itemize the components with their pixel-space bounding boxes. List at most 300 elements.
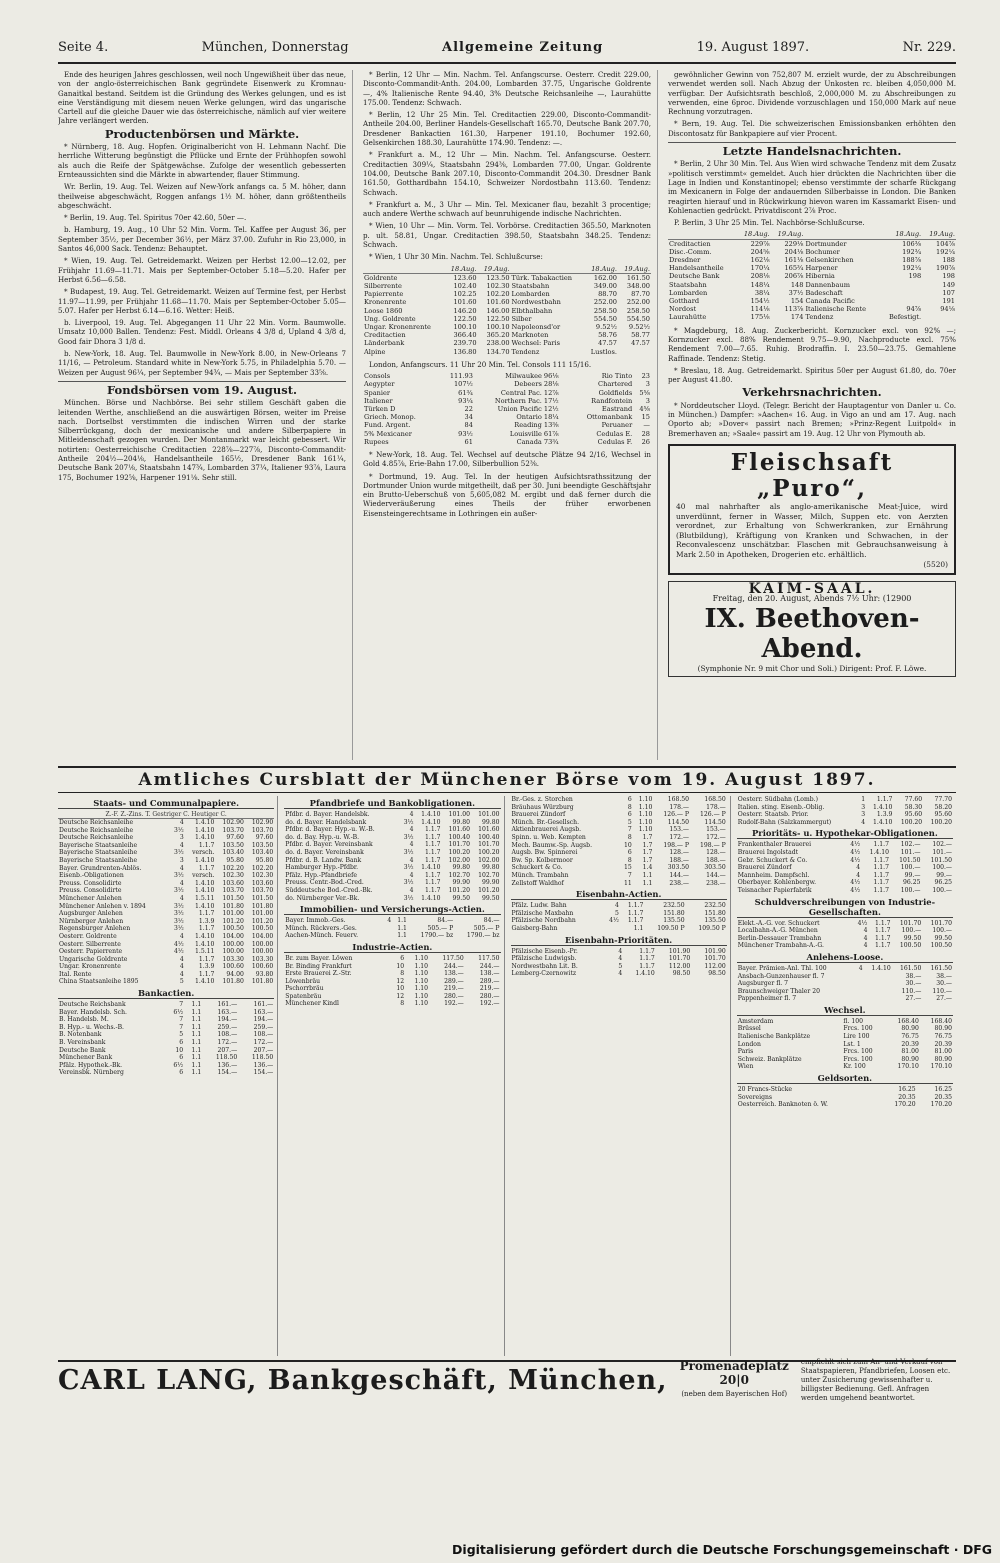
table-cell: Ontario [516,413,542,422]
table-cell: 101.20 [251,917,274,925]
table-cell: 1.4.10 [195,819,215,826]
table-cell: 4⅝ [639,404,650,413]
table-cell: Gotthard [669,297,700,306]
table-row [284,872,500,880]
table-cell: 161.— [253,1001,274,1009]
table-cell: Reading [514,421,542,430]
table-cell: 1.10 [414,1000,429,1008]
table-cell: 4½ [173,948,184,956]
table-cell: 100.00 [251,948,274,956]
table-cell: 1.5.11 [195,894,215,902]
report-frankfurt-open: * Frankfurt a. M., 12 Uhr — Min. Nachm. Tel. Anfangscurse. Oesterr. Creditactien 309¼, Staatsbahn 294⅜, Lombarden 77.00, Ungar. Goldrente 104.00, Deutsche Bank 207.10, Disconto-Commandit 204.30. Dresdner Bank 161.50, Gotthardbahn 154.10, Schweizer Nordostbahn 113.60. Tendenz: Schwach. [363,150,651,197]
table-cell: 1.1.7 [639,955,655,963]
table-row [284,985,500,993]
table-cell: 1.4.10 [195,940,215,948]
article-columns [58,70,956,760]
table-cell: 109.50 P [657,924,685,932]
table-cell: 100.20 [930,818,952,826]
table-cell: 101.50 [251,894,274,902]
table-cell: 103.60 [222,879,244,887]
table-cell: 170¼ [750,264,770,273]
table-cell: 1.1 [397,932,407,940]
table-cell: 20.39 [901,1040,919,1048]
table-cell: 154.— [217,1069,238,1077]
table-cell: 5 [179,1031,184,1039]
table-row [363,348,651,356]
table-cell: 136.— [253,1061,274,1069]
table-row [737,1063,953,1071]
curs-table-wechsel [737,1018,953,1071]
table-cell: 12½ [543,404,559,413]
table-row [737,942,953,950]
section-heading-products: Productenbörsen und Märkte. [104,126,300,141]
curs-table-loose [737,965,953,1003]
table-cell: 1.4.10 [195,887,215,895]
report-berlin-after: P. Berlin, 3 Uhr 25 Min. Tel. Nachbörse-Schlußcurse. [674,218,865,228]
table-row [737,1101,953,1109]
table-row [737,980,953,988]
curs-section-heading: Industrie-Actien. [284,942,500,953]
table-cell: 1.1 [191,1023,202,1031]
table-cell: 3½ [173,917,184,925]
table-cell: 1.1.7 [425,848,441,856]
table-cell: Bayerische Staatsanleihe [59,849,138,857]
table-row [737,857,953,865]
table-cell: 188 [942,256,955,265]
table-cell: 146.20 [453,306,477,315]
report-bern: * Bern, 19. Aug. Tel. Die schweizerischen Emissionsbanken erhöhten den Discontosatz für Bankpapiere auf vier Procent. [668,119,956,138]
table-cell: Pfdbr. d. Bayer. Vereinsbank [285,841,373,849]
table-cell: Deutsche Reichsanleihe [59,819,134,826]
table-cell: London [737,1040,761,1048]
table-cell: 244.— [444,962,464,970]
ad-kaim-number: (12900 [882,594,912,604]
table-cell: 8 [627,833,632,841]
table-cell: Elbthalbahn [511,306,553,315]
table-cell: Lombarden [511,290,550,299]
table-cell: 1790.— bz [466,932,500,940]
curs-column-2 [284,796,504,1356]
table-cell: 102.40 [453,282,477,291]
table-cell: Silberrente [364,282,402,291]
table-cell: 289.— [444,977,464,985]
table-cell: Creditactien [669,239,711,248]
table-cell: Dresdner [669,256,701,265]
table-row [363,323,651,331]
table-row [737,1086,953,1094]
table-cell: 162⅛ [750,256,770,265]
table-row [668,289,956,297]
table-cell: 101.00 [478,811,500,818]
table-cell: 4 [618,947,623,955]
table-cell: 114.50 [704,818,726,826]
table-cell: Lst. 1 [843,1040,861,1048]
table-cell: 207.— [253,1046,274,1054]
table-cell: 9.52½ [595,323,617,332]
table-cell: 1.4.10 [421,818,441,826]
table-cell: 365.20 [486,331,510,340]
table-cell: 1.1.7 [425,856,441,864]
table-cell: 102.00 [478,856,500,864]
table-cell: 10 [623,841,632,849]
curs-table-immob [284,917,500,940]
table-row [58,1039,274,1047]
table-cell: 100.10 [453,323,477,332]
table-cell: 6½ [173,1061,184,1069]
table-cell: Oesterr. Papierrente [59,948,123,956]
table-cell: 101.80 [222,902,244,910]
table-cell: 168.50 [704,796,726,803]
table-cell: 3½ [173,849,184,857]
table-cell: 102.00 [448,856,470,864]
table-cell: 1.1.7 [873,864,889,872]
table-cell: 153.— [706,826,726,834]
table-cell: 168.40 [930,1017,952,1025]
table-row [363,282,651,290]
table-row [363,389,651,397]
table-cell: 1.1.7 [425,879,441,887]
table-cell: 101.00 [222,910,244,918]
table-cell: 113⅞ [784,305,804,314]
table-cell: 366.40 [453,331,477,340]
table-cell: Lire 100 [843,1033,870,1041]
table-cell: 99.80 [452,818,470,826]
column-3 [668,70,956,760]
table-cell: Gelsenkirchen [805,256,854,265]
table-cell: 101.20 [478,886,500,894]
table-cell: 188⅞ [902,256,922,265]
table-cell [856,988,864,996]
curs-sheet [58,796,956,1356]
table-cell: 61 [464,437,473,446]
table-cell: 1.1 [191,1039,202,1047]
table-cell: 4 [409,826,414,834]
table-row [511,970,727,978]
table-cell: 100.— [901,927,922,935]
table-cell: 178.— [706,803,726,811]
table-cell: Northern Pac. [494,396,542,405]
table-cell: 3 [645,396,650,405]
table-cell: 103.50 [251,841,274,849]
table-cell: Pfälz. Hypothek.-Bk. [59,1061,123,1069]
table-cell: 3½ [403,864,414,872]
table-row [668,264,956,272]
table-cell: 80.90 [901,1055,919,1063]
advertisement-puro [668,444,956,575]
table-cell: 96⅛ [543,372,559,381]
table-cell: 5 [615,909,619,917]
table-cell: 229⅞ [750,239,770,248]
table-cell: Augsburger fl. 7 [737,980,789,988]
table-cell: 1.10 [638,803,653,811]
table-row [284,841,500,849]
report-wien: * Wien, 19. Aug. Tel. Getreidemarkt. Weizen per Herbst 12.00—12.02, per Frühjahr 11.69—11.71. Mais per September-October 5.18—5.20. Hafer per Herbst 6.56—6.58. [58,256,346,284]
table-cell: 28 [641,429,650,438]
table-row [363,298,651,306]
table-cell: 192¼ [936,247,955,256]
table-cell: Kr. 100 [843,1063,866,1071]
table-cell: 198.— P [700,841,726,849]
table-row [363,290,651,298]
table-cell: 99.50 [903,934,922,942]
table-row [58,971,274,979]
table-cell: Münch. Br.-Gesellsch. [511,818,580,826]
table-cell: 102.70 [478,871,500,879]
report-wien-pre: * Wien, 10 Uhr — Min. Vorm. Tel. Vorbörse. Creditactien 365.50, Marknoten p. ult. 58.81, Ungar. Creditactien 398.50, Staatsbahn 348.25. Tendenz: Schwach. [363,221,651,250]
table-cell: 4 [618,955,623,963]
table-cell: Deutsche Reichsanleihe [59,826,134,834]
table-cell: 15 [623,864,632,872]
table-cell: 98.50 [672,970,691,978]
table-cell: 103.70 [222,826,244,834]
table-cell: 258.50 [593,306,617,315]
table-cell: Central Pac. [500,388,542,397]
table-cell: 170.20 [894,1101,916,1109]
wien-quote-table [363,265,651,356]
table-cell: 188.— [706,856,726,864]
table-cell: 107½ [453,380,473,389]
table-row [737,965,953,973]
table-cell: 1.1.7 [875,934,891,942]
table-cell: 3 [179,856,184,864]
table-cell: 191 [942,297,955,306]
table-cell: 102.— [900,841,921,849]
table-cell: 100.50 [251,925,274,933]
table-cell: 1.1.7 [876,796,893,803]
table-cell: Brauerei Ingolstadt [737,848,799,856]
table-cell: 280.— [444,992,464,1000]
table-row [363,331,651,339]
table-cell: 99.50 [482,894,500,902]
table-row [58,887,274,895]
table-cell: Ung. Goldrente [364,314,416,323]
table-cell: 123.60 [453,273,477,282]
table-cell: 1.7 [642,833,653,841]
table-cell: 207.— [217,1046,238,1054]
table-cell: 172.— [706,833,726,841]
table-cell: Bayer. Immob.-Ges. [285,917,346,925]
table-cell [384,932,392,940]
table-cell: 97.60 [255,834,274,842]
table-cell: 98.50 [708,970,726,978]
table-cell: Pfdbr. d. B. Landw. Bank [285,856,362,864]
table-cell: 505.— P [427,924,454,932]
table-cell: 102.— [932,841,952,849]
table-cell: 161⅛ [784,256,804,265]
table-cell: China Staatsanleihe 1895 [59,978,139,986]
table-row [58,895,274,903]
table-cell: 153.— [669,826,690,834]
footer-bank-name: CARL LANG, Bankgeschäft, München, [58,1364,668,1396]
table-cell: Harpener [805,264,838,273]
curs-column-1 [58,796,278,1356]
table-cell [881,297,923,305]
table-row [737,811,953,819]
table-row [363,405,651,413]
table-row [284,826,500,834]
table-cell: 99.80 [452,864,470,872]
table-row [737,879,953,887]
table-cell: 163.— [217,1008,238,1016]
table-cell: Br. Binding Frankfurt [285,962,352,970]
table-cell: 163.— [253,1008,274,1016]
table-cell: 252.00 [626,298,650,307]
table-cell: Pfälzische Eisenb.-Pr. [511,947,578,955]
table-cell: 77.60 [904,796,923,803]
table-cell: 112.00 [704,962,726,970]
table-cell: 10 [396,985,405,993]
table-row [284,895,500,903]
table-row [737,1094,953,1102]
table-cell: Brauerei Zündorf [511,811,566,819]
table-cell: 1.1.7 [627,909,644,917]
table-cell: 100.60 [251,963,274,971]
table-row [737,1025,953,1033]
table-cell: 7 [179,1023,184,1031]
table-cell: 1.1.7 [425,871,441,879]
table-cell: Teisnacher Papierfabrik [737,886,812,894]
table-cell: 13⅜ [543,421,559,430]
table-cell: 100.50 [222,925,244,933]
table-cell: 114.50 [667,818,690,826]
table-cell: 1.7 [642,856,653,864]
table-cell: 1.4.10 [195,826,215,834]
table-cell: Regensburger Anlehen [59,925,131,933]
table-row [284,857,500,865]
table-cell [603,925,620,933]
table-cell: 76.75 [934,1033,952,1041]
table-cell: Rio Tinto [601,372,633,381]
table-cell: 103.40 [251,849,274,857]
table-row [58,925,274,933]
table-cell: 238.00 [486,339,510,348]
table-row [511,819,727,827]
table-cell: 4 [179,819,184,826]
table-cell: 100.00 [251,940,274,948]
table-row [668,305,956,313]
table-cell: 3 [861,811,866,819]
table-cell: 149 [942,280,955,289]
table-cell: Ungarische Goldrente [59,955,128,963]
table-cell: 94⅛ [940,305,955,314]
table-cell: B. Vereinsbank [59,1039,106,1047]
table-row [363,413,651,421]
table-row [511,917,727,925]
table-cell: 95.60 [904,811,923,819]
table-cell: 151.80 [663,909,685,917]
footer-address-sub: (neben dem Bayerischen Hof) [681,1390,788,1398]
table-row [511,826,727,834]
report-hamburg: b. Hamburg, 19. Aug., 10 Uhr 52 Min. Vorm. Tel. Kaffee per August 36, per September 35½, per December 36½, per März 37.00. Zufuhr in Rio 23,000, in Santos 46,000 Sack. Tendenz: Behauptet. [58,225,346,254]
table-cell: Aegypter [364,380,395,389]
table-cell: 1.10 [414,954,429,962]
table-row [363,397,651,405]
table-row [737,920,953,928]
table-cell: Staatsbahn [669,280,707,289]
table-cell: 252.00 [593,298,617,307]
table-row [284,932,500,940]
table-cell: do. d. Bay. Hyp.-u. W.-B. [285,833,360,841]
table-row [58,1016,274,1024]
table-cell: 4 [856,871,861,879]
table-cell [618,348,651,356]
table-cell: 136.80 [453,347,477,356]
table-cell: 1.1.7 [873,841,889,849]
table-cell: 102.30 [251,872,274,880]
report-dortmund: * Dortmund, 19. Aug. Tel. In der heutigen Aufsichtsrathssitzung der Dortmunder Union wurde mitgetheilt, daß per 30. Juni beendigte Geschäftsjahr ein Brutto-Ueberschuß von 5,605,082 M. ergibt und daß ferner durch die Wiederveräußerung eines Theils der früher erworbenen Eisensteingerechtsame in Lothringen ein außer- [363,471,651,518]
table-cell: 4 [409,886,414,894]
curs-section-heading: Eisenbahn-Prioritäten. [511,935,727,946]
table-cell: 80.90 [901,1025,919,1033]
table-cell: 1.1 [633,924,644,932]
table-cell: 100.— [900,864,921,872]
table-cell: 229⅛ [784,239,804,248]
table-cell: Türk. Tabakactien [511,273,572,282]
table-cell: 1.4.10 [871,964,891,972]
table-cell: 170.20 [930,1101,952,1109]
table-cell: Bayerische Staatsanleihe [59,856,138,864]
table-cell: 3½ [173,826,184,834]
table-cell: 4 [409,856,414,864]
table-cell: 77.70 [934,796,952,803]
table-cell: 161.50 [930,964,952,972]
table-cell: 84 [464,421,473,430]
table-cell: Ansbach-Gunzenhauser fl. 7 [737,972,825,980]
report-lloyd: * Norddeutscher Lloyd. (Telegr. Bericht der Hauptagentur von Danler u. Co. in München.) Dampfer: »Aachen« 16. Aug. in Vigo an und am 17. Aug. nach Oporto ab; »Dover« passirt nach Bremen; »Prinz-Regent Luitpold« in Bremerhaven an; »Saale« passirt am 19. Aug. 12 Uhr von Plymouth ab. [668,400,956,438]
table-cell: 99.50 [934,934,952,942]
table-header-row: 18.Aug. 19.Aug. 18.Aug. 19.Aug. [668,230,956,239]
table-cell: Hibernia [805,272,835,281]
table-row [284,925,500,933]
table-row [363,421,651,429]
table-cell: 1.7 [642,849,653,857]
table-cell: 505.— P [473,924,500,932]
table-cell: 144.— [669,871,690,879]
table-cell: Preuss. Centr.-Bod.-Cred. [285,879,364,887]
table-cell: 96.25 [934,879,952,887]
table-cell: 101.60 [448,826,470,834]
table-cell: Brüssel [737,1025,761,1033]
table-cell: 1.1.7 [639,962,655,970]
table-cell: 6 [179,1054,184,1062]
table-cell: 27.— [905,995,922,1003]
table-cell: 1.1 [397,917,407,925]
table-cell: 97.60 [226,834,244,842]
table-cell: 58.20 [934,803,952,811]
table-cell: Alpine [364,347,386,356]
table-cell: 5% Mexicaner [364,429,412,438]
table-row [363,273,651,282]
table-cell: 99.— [904,871,921,879]
table-row [363,372,651,380]
table-cell: Frcs. 100 [843,1025,873,1033]
table-cell: Pfälz. Ludw. Bahn [511,902,567,910]
table-cell: 103.70 [251,887,274,895]
table-cell: 128.— [669,849,690,857]
ad-kaim-detail: (Symphonie Nr. 9 mit Chor und Soli.) Dirigent: Prof. F. Löwe. [697,663,927,673]
table-cell: 6 [627,811,632,819]
table-cell: 100.40 [448,833,470,841]
table-cell: 5 [618,962,623,970]
table-cell: 208⅛ [750,272,770,281]
table-cell: 16.25 [898,1086,916,1094]
table-cell: 101.60 [478,826,500,834]
table-cell: 104.00 [222,932,244,940]
table-cell: 4 [179,932,184,940]
table-cell: Eastrand [601,404,633,413]
table-cell: Eisenb.-Obligationen [59,872,124,880]
table-cell: 1.4.10 [195,932,215,940]
